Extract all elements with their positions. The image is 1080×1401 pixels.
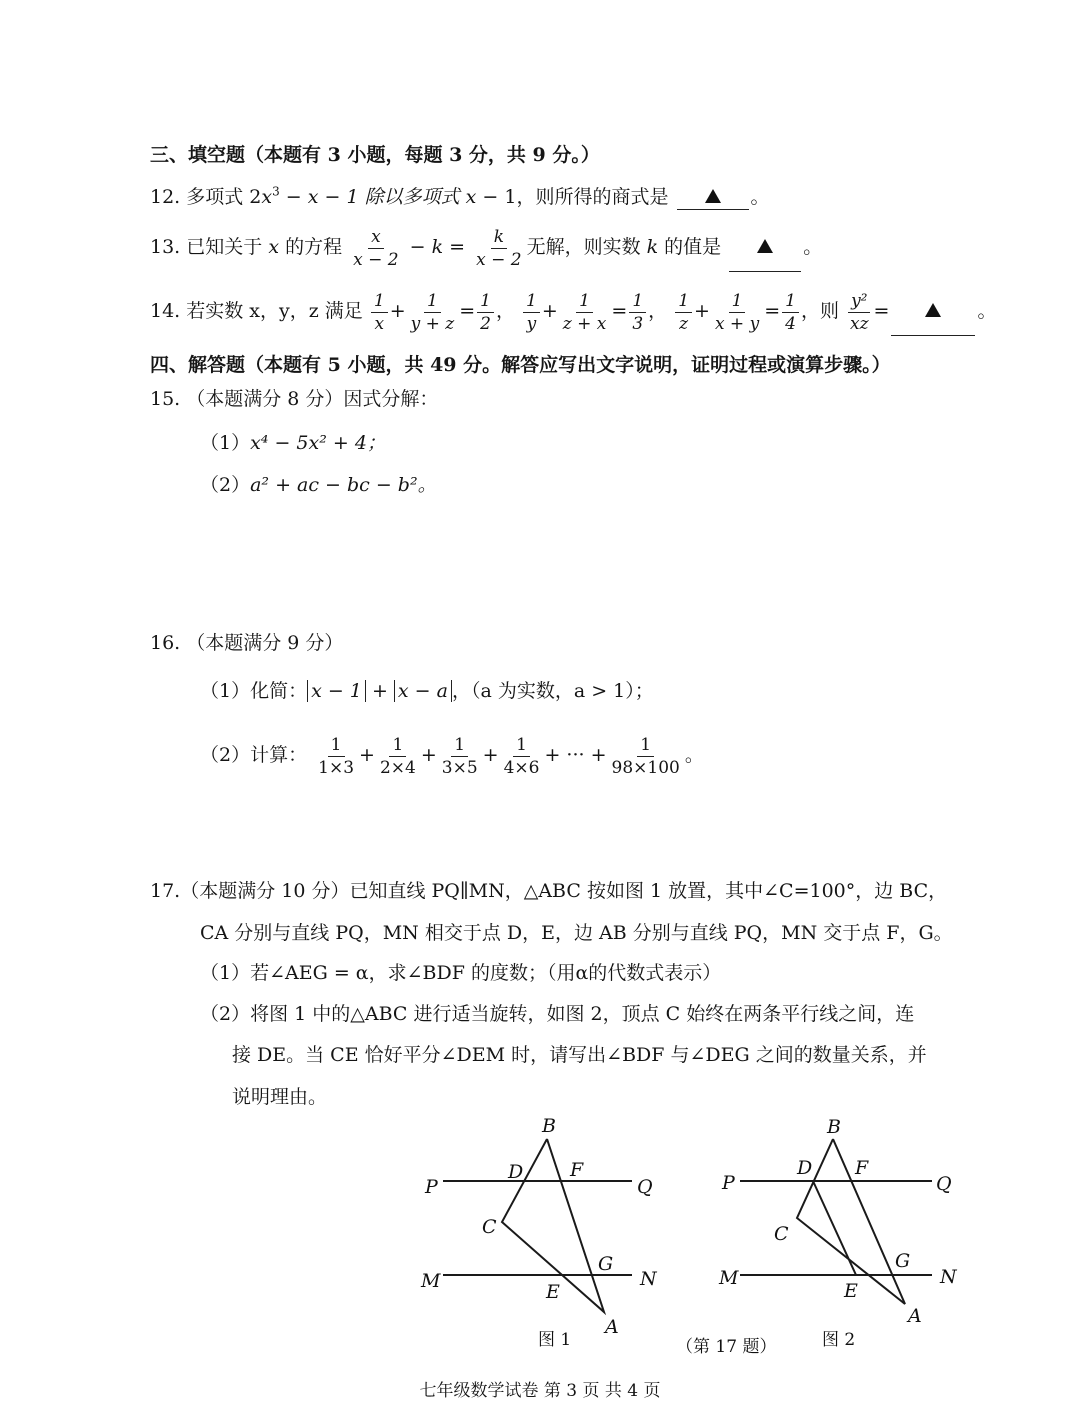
question-number: 12.	[150, 186, 181, 208]
question-17-line-2: CA 分别与直线 PQ，MN 相交于点 D，E，边 AB 分别与直线 PQ，MN 交于点 F，G。	[200, 922, 953, 944]
fig2-label-f: F	[855, 1157, 869, 1179]
fraction: $\frac{1}{2}$	[477, 291, 494, 334]
fraction-term: $\frac{1}{98\times 100}$	[611, 734, 680, 778]
fig2-label-m: M	[719, 1267, 739, 1289]
fig2-segment-de	[813, 1181, 856, 1275]
question-17-part-2-cont: 接 DE。当 CE 恰好平分∠DEM 时，请写出∠BDF 与∠DEG 之间的数量关系，并	[232, 1044, 927, 1066]
question-12: 12. 多项式 $2x^3 - x - 1$ 除以多项式 x − 1，则所得的商式是 。	[150, 184, 770, 208]
fig1-triangle	[502, 1139, 604, 1312]
fig1-label-a: A	[605, 1316, 619, 1338]
fraction: $\frac{x}{x - 2}$	[353, 226, 399, 270]
fig2-label-e: E	[844, 1280, 858, 1302]
question-13: 13. 已知关于 x 的方程 $\frac{x}{x - 2}$ − k = $\frac{k}{x - 2}$ 无解，则实数 k 的值是 。	[150, 222, 822, 273]
question-17-line-1: 17.（本题满分 10 分）已知直线 PQ∥MN，△ABC 按如图 1 放置，其中∠C=100°，边 BC，	[150, 880, 948, 902]
fraction: $\frac{1}{y + z}$	[410, 290, 455, 334]
fig2-label-n: N	[940, 1266, 957, 1288]
section-3-heading: 三、填空题（本题有 3 小题，每题 3 分，共 9 分。）	[150, 144, 600, 166]
fig1-label-n: N	[640, 1268, 657, 1290]
fig2-label-q: Q	[936, 1173, 952, 1195]
fig2-caption: 图 2	[822, 1330, 856, 1350]
fraction: $\frac{1}{4}$	[782, 291, 799, 334]
fig2-label-p: P	[722, 1172, 735, 1194]
triangle-icon	[705, 189, 721, 203]
fraction-term: $\frac{1}{3\times 5}$	[441, 734, 478, 778]
triangle-icon	[925, 303, 941, 317]
fraction-term: $\frac{1}{2\times 4}$	[379, 734, 416, 778]
fig2-triangle	[797, 1139, 905, 1304]
question-number: 16.	[150, 632, 181, 654]
absolute-value: x − a	[394, 680, 452, 702]
absolute-value: x − 1	[307, 680, 366, 702]
fig2-label-a: A	[908, 1305, 922, 1327]
fraction: $\frac{\text{y²}}{xz}$	[850, 290, 869, 334]
answer-blank[interactable]	[891, 285, 975, 336]
question-15-title: 15. （本题满分 8 分）因式分解：	[150, 388, 439, 410]
question-number: 13.	[150, 236, 181, 258]
question-14: 14. 若实数 x，y，z 满足 $\frac{1}{x}$ + $\frac{1}{y + z}$ = $\frac{1}{2}$ ， $\frac{1}{y}$ + $\frac{1}{z + x}$ = $\frac{1}{3}$ ， $\frac{1}{z}$ + $\frac{1}{x + y}$ = $\frac{1}{4}$ ，则 $\frac{\text{y²}}{xz}$ = 。	[150, 286, 996, 337]
fig1-label-p: P	[425, 1176, 438, 1198]
question-17-part-2: （2）将图 1 中的△ABC 进行适当旋转，如图 2，顶点 C 始终在两条平行线之间，连	[200, 1003, 915, 1025]
fraction: $\frac{1}{x}$	[371, 291, 388, 334]
fraction: $\frac{1}{z + x}$	[562, 290, 607, 334]
question-16-title: 16. （本题满分 9 分）	[150, 632, 344, 654]
question-number: 14.	[150, 300, 181, 322]
fig1-label-c: C	[482, 1216, 497, 1238]
fraction: $\frac{1}{x + y}$	[714, 290, 760, 334]
section-4-heading: 四、解答题（本题有 5 小题，共 49 分。解答应写出文字说明，证明过程或演算步骤。）	[150, 354, 891, 376]
fig1-caption: 图 1	[538, 1330, 572, 1350]
answer-blank[interactable]	[729, 221, 801, 272]
fraction: $\frac{1}{3}$	[629, 291, 646, 334]
question-15-part-1: （1）x⁴ − 5x² + 4；	[200, 432, 386, 454]
question-17-part-1: （1）若∠AEG = α，求∠BDF 的度数；（用α的代数式表示）	[200, 962, 722, 984]
fig1-label-q: Q	[637, 1176, 653, 1198]
answer-blank[interactable]	[677, 183, 749, 210]
fig2-label-c: C	[774, 1223, 789, 1245]
page-footer: 七年级数学试卷 第 3 页 共 4 页	[419, 1381, 661, 1401]
fig1-label-d: D	[508, 1161, 524, 1183]
center-caption: （第 17 题）	[676, 1337, 777, 1357]
fig1-label-e: E	[546, 1281, 560, 1303]
question-17-part-2-end: 说明理由。	[232, 1086, 328, 1108]
fig1-label-m: M	[421, 1270, 441, 1292]
fraction: $\frac{1}{y}$	[523, 291, 540, 334]
fraction-term: $\frac{1}{1\times 3}$	[318, 734, 355, 778]
fig2-label-g: G	[895, 1250, 911, 1272]
fig1-label-g: G	[598, 1253, 614, 1275]
question-15-part-2: （2）a² + ac − bc − b²。	[200, 474, 437, 496]
fig2-label-d: D	[797, 1157, 813, 1179]
fig1-label-b: B	[542, 1115, 556, 1137]
fraction: $\frac{1}{z}$	[675, 291, 692, 334]
fraction: $\frac{k}{x - 2}$	[476, 226, 522, 270]
fig2-label-b: B	[827, 1116, 841, 1138]
question-16-part-1: （1）化简： x − 1 + x − a ，（a 为实数，a > 1）；	[200, 680, 654, 702]
triangle-icon	[757, 239, 773, 253]
question-16-part-2: （2）计算： $\frac{1}{1\times 3}$ + $\frac{1}{2\times 4}$ + $\frac{1}{3\times 5}$ + $\frac{1}{4\times 6}$ + ··· + $\frac{1}{98\times 100}$ 。	[200, 734, 704, 778]
fig1-label-f: F	[570, 1159, 584, 1181]
fraction-term: $\frac{1}{4\times 6}$	[503, 734, 540, 778]
question-number: 15.	[150, 388, 181, 410]
